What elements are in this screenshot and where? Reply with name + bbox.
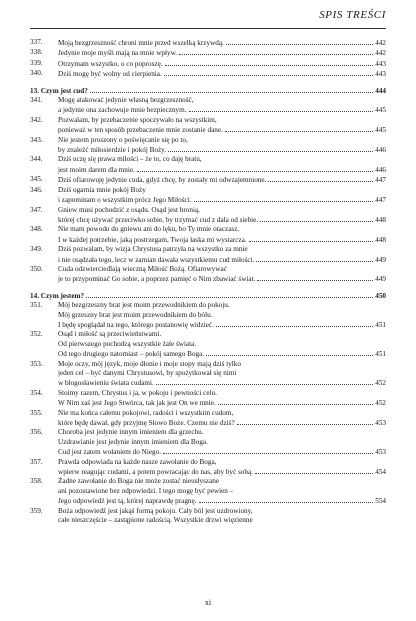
entry-line — [58, 496, 386, 506]
section-page-number: 444 — [375, 86, 386, 95]
entry-page-number: 554 — [375, 497, 386, 506]
entry-line — [58, 116, 386, 125]
entry-line — [58, 398, 386, 408]
entry-text: Cuda odzwierciedlają wieczną Miłość Bożą. Ofiarowywać — [58, 264, 227, 273]
page-footer — [0, 598, 416, 607]
dot-leader — [189, 105, 374, 112]
entry-body — [58, 59, 386, 69]
dot-leader — [206, 349, 373, 356]
entry-body — [58, 206, 386, 226]
table-of-contents — [30, 38, 386, 526]
entry-line — [58, 477, 386, 486]
entry-number: 347. — [30, 205, 43, 214]
entry-line — [58, 458, 386, 467]
entry-text: Uzdrawianie jest jedynie innym imieniem dla Boga. — [58, 437, 208, 446]
entry-number: 338. — [30, 48, 43, 57]
entry-line — [58, 175, 386, 185]
toc-entry[interactable] — [30, 116, 386, 136]
toc-entry[interactable] — [30, 477, 386, 506]
entry-number: 359. — [30, 506, 43, 515]
entry-page-number: 451 — [375, 350, 386, 359]
entry-page-number: 453 — [375, 419, 386, 428]
entry-number: 354. — [30, 388, 43, 397]
entry-line — [58, 165, 386, 175]
entry-body — [58, 186, 386, 206]
dot-leader — [225, 125, 373, 132]
entry-line — [58, 301, 386, 310]
entry-line — [58, 255, 386, 265]
entry-text: której chcę używać przeciwko sobie, by trzymać cud z dala od siebie. — [58, 215, 259, 224]
entry-page-number: 446 — [375, 165, 386, 174]
entry-body — [58, 265, 386, 285]
entry-text: Mój grzeszny brat jest moim przewodnikiem do bólu. — [58, 310, 213, 319]
toc-entry[interactable] — [30, 155, 386, 175]
entry-text: Nie jestem proszony o poświęcanie się po to, — [58, 135, 188, 144]
dot-leader — [86, 291, 373, 298]
entry-text: Choroba jest jedynie innym imieniem dla grzechu. — [58, 428, 204, 437]
entry-number: 348. — [30, 225, 43, 234]
entry-text: Nie ma końca całemu pokojowi, radości i wszystkim cudom, — [58, 408, 234, 417]
entry-text: Moją bezgrzeszność chroni mnie przed wszelką krzywdą. — [58, 39, 224, 47]
entry-number: 357. — [30, 457, 43, 466]
header-title: SPIS TREŚCI — [319, 9, 386, 21]
entry-line — [58, 360, 386, 369]
entry-text: Gniew musi pochodzić z osądu. Osąd jest bronią, — [58, 205, 200, 214]
entry-text: całe nieszczęście – zastąpione radością. Wszystkie drzwi więzienne — [58, 516, 253, 525]
entry-line — [58, 69, 386, 79]
entry-number: 351. — [30, 301, 43, 310]
entry-number: 339. — [30, 58, 43, 67]
entry-body — [58, 116, 386, 136]
entry-text: Żadne zawołanie do Boga nie może zostać nieusłyszane — [58, 477, 220, 486]
entry-text: ani pozostawione bez odpowiedzi. I tego mogę być pewien – — [58, 486, 234, 495]
dot-leader — [164, 69, 373, 76]
entry-number: 342. — [30, 115, 43, 124]
entry-page-number: 442 — [375, 49, 386, 58]
entry-line — [58, 447, 386, 457]
entry-page-number: 442 — [375, 39, 386, 47]
entry-number: 345. — [30, 175, 43, 184]
entry-body — [58, 458, 386, 478]
entry-body — [58, 330, 386, 359]
entry-text: a jedynie ona zachowuje mnie bezpiecznym. — [58, 106, 187, 115]
toc-entry[interactable] — [30, 389, 386, 409]
entry-text: jest moim darem dla mnie. — [58, 165, 135, 174]
entry-body — [58, 38, 386, 48]
entry-text: Od pierwszego pochodzą wszystkie żale świata. — [58, 339, 197, 348]
entry-number: 341. — [30, 96, 43, 105]
section-title: 13. Czym jest cud? — [30, 86, 88, 95]
page-number: xi — [204, 598, 212, 607]
toc-entry[interactable] — [30, 360, 386, 389]
dot-leader — [168, 145, 373, 152]
dot-leader — [218, 398, 373, 405]
entry-text: wpierw reagując cudami, a potem powracając do nas, aby być sobą. — [58, 468, 253, 477]
entry-body — [58, 409, 386, 429]
entry-text: Otrzymam wszystko, o co poproszę. — [58, 59, 163, 68]
entry-line — [58, 155, 386, 164]
dot-leader — [255, 467, 373, 474]
entry-number: 346. — [30, 185, 43, 194]
entry-text: by znaleźć miłosierdzie i pokój Boży. — [58, 146, 167, 155]
entry-text: Dziś uczę się prawa miłości – że to, co daję bratu, — [58, 155, 202, 164]
entry-line — [58, 274, 386, 284]
entry-text: Jedynie moje myśli mają na mnie wpływ. — [58, 49, 178, 58]
entry-line — [58, 245, 386, 254]
entry-text: Nie mam powodu do gniewu ani do lęku, bo Ty mnie otaczasz. — [58, 225, 240, 234]
entry-text: Osąd i miłość są przeciwieństwami. — [58, 330, 162, 339]
entry-number: 340. — [30, 69, 43, 78]
entry-text: Pozwalam, by przebaczenie spoczywało na wszystkim, — [58, 115, 217, 124]
entry-page-number: 449 — [375, 255, 386, 264]
entry-page-number: 448 — [375, 235, 386, 244]
dot-leader — [194, 195, 374, 202]
entry-line — [58, 438, 386, 447]
entry-text: w błogosławieniu świata cudami. — [58, 379, 154, 388]
entry-text: Moje oczy, mój język, moje dłonie i moje stopy mają dziś tylko — [58, 359, 241, 368]
entry-line — [58, 48, 386, 58]
entry-line — [58, 389, 386, 398]
entry-number: 358. — [30, 477, 43, 486]
entry-text: W Nim zaś jest Jego Stwórca, tak jak jest On we mnie. — [58, 399, 216, 408]
dot-leader — [249, 235, 374, 242]
entry-page-number: 451 — [375, 320, 386, 329]
entry-line — [58, 467, 386, 477]
entry-page-number: 445 — [375, 126, 386, 135]
entry-text: Dziś ofiarowuję jedynie cuda, gdyż chcę, by zostały mi odwzajemnione. — [58, 176, 267, 185]
entry-body — [58, 477, 386, 506]
entry-line — [58, 206, 386, 215]
section-page-number: 450 — [375, 291, 386, 300]
toc-entry[interactable] — [30, 330, 386, 359]
toc-entry[interactable] — [30, 409, 386, 429]
entry-text: Boża odpowiedź jest jakąś formą pokoju. Cały ból jest uzdrowiony, — [58, 506, 253, 515]
entry-number: 349. — [30, 245, 43, 254]
entry-number: 343. — [30, 135, 43, 144]
toc-entry[interactable] — [30, 507, 386, 526]
entry-line — [58, 105, 386, 115]
dot-leader — [179, 48, 373, 55]
entry-text: Mój bezgrzeszny brat jest moim przewodnikiem do pokoju. — [58, 301, 230, 310]
entry-text: Stoimy razem, Chrystus i ja, w pokoju i pewności celu. — [58, 388, 217, 397]
dot-leader — [256, 255, 373, 262]
entry-text: je to przypominać Go sobie, a poprzez pamięć o Nim zbawiać świat. — [58, 275, 256, 284]
entry-body — [58, 48, 386, 58]
entry-body — [58, 96, 386, 116]
entry-page-number: 454 — [375, 468, 386, 477]
entry-line — [58, 96, 386, 105]
toc-entry[interactable] — [30, 175, 386, 185]
entry-body — [58, 389, 386, 409]
toc-entry[interactable] — [30, 265, 386, 285]
entry-line — [58, 311, 386, 320]
toc-entry[interactable] — [30, 38, 386, 48]
section-title: 14. Czym jestem? — [30, 291, 85, 300]
dot-leader — [257, 274, 373, 281]
entry-line — [58, 186, 386, 195]
entry-text: Dziś ogarnia mnie pokój Boży — [58, 185, 146, 194]
entry-page-number: 453 — [375, 448, 386, 457]
dot-leader — [163, 447, 373, 454]
entry-line — [58, 369, 386, 378]
entry-line — [58, 59, 386, 69]
toc-entry[interactable] — [30, 225, 386, 245]
section-heading[interactable] — [30, 86, 386, 96]
entry-line — [58, 409, 386, 418]
toc-entry[interactable] — [30, 59, 386, 69]
entry-page-number: 447 — [375, 176, 386, 185]
entry-line — [58, 195, 386, 205]
entry-text: Dziś mogę być wolny od cierpienia. — [58, 70, 162, 79]
entry-page-number: 443 — [375, 59, 386, 68]
entry-number: 352. — [30, 330, 43, 339]
toc-entry[interactable] — [30, 136, 386, 156]
entry-line — [58, 340, 386, 349]
entry-text: Jego odpowiedź jest tą, której naprawdę pragnę. — [58, 497, 197, 506]
entry-text: Od tego drugiego natomiast – pokój samego Boga. — [58, 350, 205, 359]
toc-entry[interactable] — [30, 96, 386, 116]
entry-line — [58, 235, 386, 245]
entry-page-number: 448 — [375, 215, 386, 224]
entry-page-number: 443 — [375, 70, 386, 79]
entry-line — [58, 136, 386, 145]
entry-line — [58, 125, 386, 135]
entry-number: 337. — [30, 38, 43, 46]
entry-line — [58, 265, 386, 274]
toc-entry[interactable] — [30, 48, 386, 58]
dot-leader — [226, 38, 373, 45]
entry-line — [58, 378, 386, 388]
entry-number: 355. — [30, 408, 43, 417]
toc-entry[interactable] — [30, 186, 386, 206]
entry-text: Dziś pozwalam, by wizja Chrystusa patrzyła na wszystko za mnie — [58, 245, 248, 254]
toc-entry[interactable] — [30, 69, 386, 79]
dot-leader — [137, 165, 373, 172]
entry-text: ponieważ w ten sposób przebaczenie mnie zostanie dane. — [58, 126, 223, 135]
dot-leader — [216, 320, 373, 327]
entry-page-number: 449 — [375, 275, 386, 284]
dot-leader — [199, 496, 374, 503]
entry-text: Prawda odpowiada na każde nasze zawołanie do Boga, — [58, 457, 217, 466]
entry-line — [58, 349, 386, 359]
dot-leader — [165, 59, 374, 66]
entry-body — [58, 225, 386, 245]
dot-leader — [237, 418, 374, 425]
section-heading[interactable] — [30, 291, 386, 301]
entry-number: 344. — [30, 155, 43, 164]
entry-body — [58, 69, 386, 79]
entry-line — [58, 215, 386, 225]
dot-leader — [268, 175, 373, 182]
toc-entry[interactable] — [30, 245, 386, 265]
entry-page-number: 447 — [375, 196, 386, 205]
entry-body — [58, 136, 386, 156]
toc-entry[interactable] — [30, 206, 386, 226]
running-header — [30, 6, 386, 29]
entry-line — [58, 225, 386, 234]
entry-line — [58, 428, 386, 437]
toc-entry[interactable] — [30, 428, 386, 457]
entry-line — [58, 418, 386, 428]
dot-leader — [90, 86, 373, 93]
entry-number: 350. — [30, 264, 43, 273]
entry-line — [58, 516, 386, 525]
entry-page-number: 452 — [375, 379, 386, 388]
entry-line — [58, 487, 386, 496]
entry-body — [58, 155, 386, 175]
entry-body — [58, 360, 386, 389]
entry-body — [58, 301, 386, 330]
entry-number: 356. — [30, 428, 43, 437]
entry-text: które będę dawał, gdy przyjmę Słowo Boże. Czemu nie dziś? — [58, 419, 235, 428]
entry-line — [58, 330, 386, 339]
entry-text: I w każdej potrzebie, jaką postrzegam, Twoja łaska mi wystarcza. — [58, 235, 247, 244]
entry-page-number: 452 — [375, 399, 386, 408]
dot-leader — [260, 215, 373, 222]
entry-line — [58, 145, 386, 155]
toc-entry[interactable] — [30, 301, 386, 330]
entry-page-number: 446 — [375, 146, 386, 155]
entry-text: Cud jest zatem wołaniem do Niego. — [58, 448, 161, 457]
entry-text: jeden cel – być danymi Chrystusowi, by spożytkował się nimi — [58, 369, 237, 377]
entry-text: I będę spoglądał na tego, którego postanowię widzieć. — [58, 320, 214, 329]
entry-line — [58, 38, 386, 48]
entry-text: Mogę atakować jedynie własną bezgrzeszność, — [58, 96, 194, 105]
entry-line — [58, 320, 386, 330]
entry-body — [58, 428, 386, 457]
entry-body — [58, 175, 386, 185]
entry-body — [58, 245, 386, 265]
entry-text: i nie osądzała tego, lecz w zamian dawała wszystkiemu cud miłości. — [58, 255, 255, 264]
entry-body — [58, 507, 386, 526]
entry-number: 353. — [30, 359, 43, 368]
entry-page-number: 445 — [375, 106, 386, 115]
entry-line — [58, 507, 386, 516]
entry-text: i zapominam o wszystkim prócz Jego Miłości. — [58, 196, 192, 205]
toc-entry[interactable] — [30, 458, 386, 478]
dot-leader — [156, 378, 373, 385]
